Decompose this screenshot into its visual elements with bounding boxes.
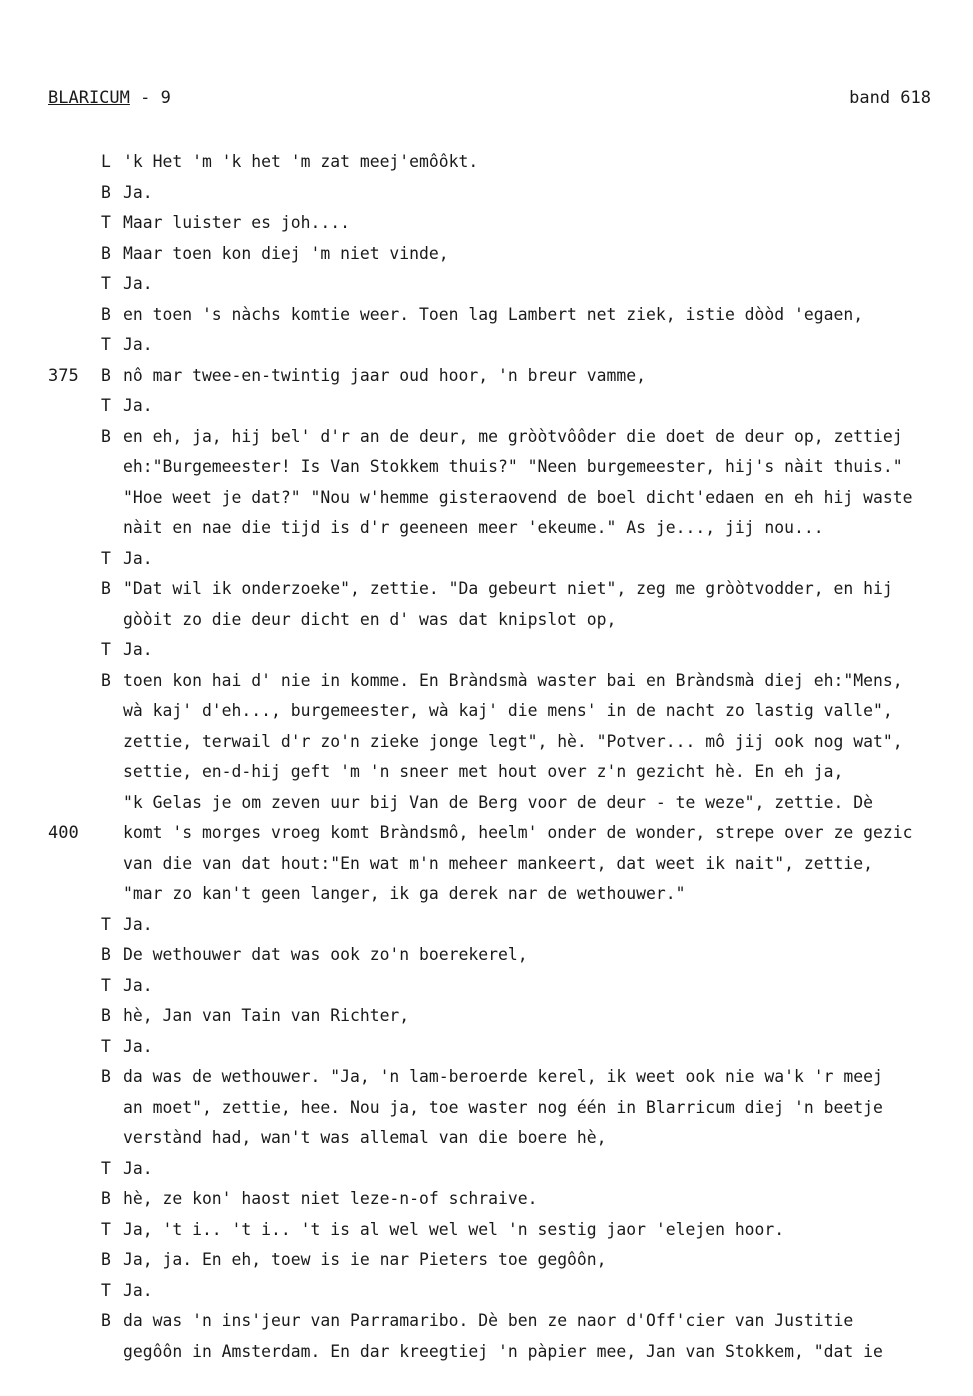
line-text: gegôôn in Amsterdam. En dar kreegtiej 'n pàpier mee, Jan van Stokkem, "dat ie — [123, 1341, 883, 1361]
transcript-line — [0, 1215, 973, 1246]
transcript-line — [0, 849, 973, 880]
line-text: "Dat wil ik onderzoeke", zettie. "Da gebeurt niet", zeg me gròòtvodder, en hij — [123, 579, 893, 598]
transcript-line — [0, 879, 973, 910]
transcript-line — [0, 544, 973, 575]
transcript-line — [0, 147, 973, 178]
line-text: Ja. — [123, 1158, 153, 1178]
page-header — [48, 88, 931, 112]
line-text: komt 's morges vroeg komt Bràndsmô, heelm' onder de wonder, strepe over ze gezic — [123, 823, 913, 842]
page-heading — [48, 88, 171, 108]
line-text: Ja. — [123, 1280, 153, 1300]
speaker-label: T — [101, 548, 111, 568]
transcript-line — [0, 452, 973, 483]
line-text: "k Gelas je om zeven uur bij Van de Berg voor de deur - te weze", zettie. Dè — [123, 792, 873, 812]
transcript-line — [0, 300, 973, 331]
speaker-label: T — [101, 640, 111, 659]
speaker-label: B — [101, 945, 111, 964]
line-text: nàit en nae die tijd is d'r geeneen meer 'ekeume." As je..., jij nou... — [123, 518, 824, 537]
line-text: Ja. — [123, 335, 153, 354]
line-text: 'k Het 'm 'k het 'm zat meej'emôôkt. — [123, 152, 479, 171]
speaker-label: T — [101, 274, 111, 293]
line-text: Ja, ja. En eh, toew is ie nar Pieters toe gegôôn, — [123, 1250, 607, 1269]
speaker-label: B — [101, 365, 111, 385]
speaker-label: B — [101, 1189, 111, 1208]
transcript-line — [0, 666, 973, 697]
header-page-number: - 9 — [129, 88, 171, 108]
transcript-line — [0, 1245, 973, 1276]
speaker-label: B — [101, 1067, 111, 1086]
transcript-line — [0, 1001, 973, 1032]
transcript-line — [0, 1154, 973, 1185]
line-text: verstànd had, wan't was allemal van die boere hè, — [123, 1128, 607, 1147]
transcript-line — [0, 727, 973, 758]
line-text: Ja. — [123, 182, 153, 202]
transcript-line — [0, 178, 973, 209]
transcript-line — [0, 818, 973, 849]
transcript-line — [0, 1337, 973, 1368]
line-text: Ja, 't i.. 't i.. 't is al wel wel wel 'n sestig jaor 'elejen hoor. — [123, 1219, 785, 1239]
speaker-label: T — [101, 213, 111, 232]
speaker-label: B — [101, 304, 111, 324]
line-text: toen kon hai d' nie in komme. En Bràndsmà waster bai en Bràndsmà diej eh:"Mens, — [123, 670, 903, 690]
line-text: en toen 's nàchs komtie weer. Toen lag Lambert net ziek, istie dòòd 'egaen, — [123, 304, 864, 324]
line-text: hè, Jan van Tain van Richter, — [123, 1006, 410, 1025]
transcript-line — [0, 208, 973, 239]
transcript-line — [0, 635, 973, 666]
line-text: zettie, terwail d'r zo'n zieke jonge legt", hè. "Potver... mô jij ook nog wat", — [123, 731, 903, 751]
line-text: da was de wethouwer. "Ja, 'n lam-beroerde kerel, ik weet ook nie wa'k 'r meej — [123, 1067, 883, 1086]
line-text: Ja. — [123, 914, 153, 934]
speaker-label: B — [101, 1250, 111, 1269]
transcript-line — [0, 391, 973, 422]
line-number: 375 — [48, 365, 79, 386]
transcript-line — [0, 971, 973, 1002]
line-text: an moet", zettie, hee. Nou ja, toe waster nog één in Blarricum diej 'n beetje — [123, 1097, 883, 1117]
line-text: van die van dat hout:"En wat m'n meheer mankeert, dat weet ik nait", zettie, — [123, 853, 873, 873]
line-text: Ja. — [123, 1036, 153, 1056]
line-text: settie, en-d-hij geft 'm 'n sneer met hout over z'n gezicht hè. En eh ja, — [123, 762, 844, 781]
line-number: 400 — [48, 823, 79, 843]
speaker-label: T — [101, 1158, 111, 1178]
speaker-label: B — [101, 1006, 111, 1025]
line-text: Maar toen kon diej 'm niet vinde, — [123, 243, 449, 263]
speaker-label: B — [101, 182, 111, 202]
transcript-line — [0, 574, 973, 605]
transcript-line — [0, 788, 973, 819]
line-text: da was 'n ins'jeur van Parramaribo. Dè ben ze naor d'Off'cier van Justitie — [123, 1311, 854, 1330]
line-text: Ja. — [123, 274, 153, 293]
speaker-label: L — [101, 152, 111, 171]
transcript-line — [0, 1184, 973, 1215]
header-band: band 618 — [849, 88, 931, 108]
speaker-label: T — [101, 1036, 111, 1056]
transcript-line — [0, 1093, 973, 1124]
line-text: en eh, ja, hij bel' d'r an de deur, me gròòtvôôder die doet de deur op, zettiej — [123, 426, 903, 446]
line-text: wà kaj' d'eh..., burgemeester, wà kaj' die mens' in de nacht zo lastig valle", — [123, 701, 893, 720]
transcript-line — [0, 1032, 973, 1063]
line-text: Ja. — [123, 396, 153, 415]
transcript-line — [0, 361, 973, 392]
speaker-label: T — [101, 975, 111, 995]
line-text: Ja. — [123, 975, 153, 995]
line-text: eh:"Burgemeester! Is Van Stokkem thuis?" "Neen burgemeester, hij's nàit thuis." — [123, 457, 903, 476]
transcript-line — [0, 422, 973, 453]
speaker-label: T — [101, 396, 111, 415]
speaker-label: B — [101, 243, 111, 263]
transcript-line — [0, 239, 973, 270]
line-text: Ja. — [123, 640, 153, 659]
transcript-line — [0, 330, 973, 361]
speaker-label: T — [101, 914, 111, 934]
transcript-line — [0, 1276, 973, 1307]
speaker-label: B — [101, 670, 111, 690]
transcript-line — [0, 483, 973, 514]
transcript-line — [0, 1123, 973, 1154]
speaker-label: B — [101, 579, 111, 598]
transcript-line — [0, 940, 973, 971]
line-text: nô mar twee-en-twintig jaar oud hoor, 'n breur vamme, — [123, 365, 647, 385]
transcript-line — [0, 269, 973, 300]
line-text: De wethouwer dat was ook zo'n boerekerel, — [123, 945, 528, 964]
speaker-label: T — [101, 335, 111, 354]
line-text: "mar zo kan't geen langer, ik ga derek nar de wethouwer." — [123, 884, 686, 903]
speaker-label: B — [101, 1311, 111, 1330]
transcript-line — [0, 757, 973, 788]
line-text: "Hoe weet je dat?" "Nou w'hemme gisteraovend de boel dicht'edaen en eh hij waste — [123, 487, 913, 507]
line-text: Maar luister es joh.... — [123, 213, 350, 232]
transcript-line — [0, 1306, 973, 1337]
transcript-line — [0, 513, 973, 544]
speaker-label: T — [101, 1219, 111, 1239]
transcript-line — [0, 910, 973, 941]
speaker-label: B — [101, 426, 111, 446]
line-text: hè, ze kon' haost niet leze-n-of schraive. — [123, 1189, 538, 1208]
line-text: gòòit zo die deur dicht en d' was dat knipslot op, — [123, 609, 617, 629]
transcript-line — [0, 1062, 973, 1093]
speaker-label: T — [101, 1280, 111, 1300]
line-text: Ja. — [123, 548, 153, 568]
transcript-line — [0, 696, 973, 727]
transcript-line — [0, 605, 973, 636]
header-place: BLARICUM — [48, 88, 130, 108]
transcript — [0, 147, 973, 1367]
